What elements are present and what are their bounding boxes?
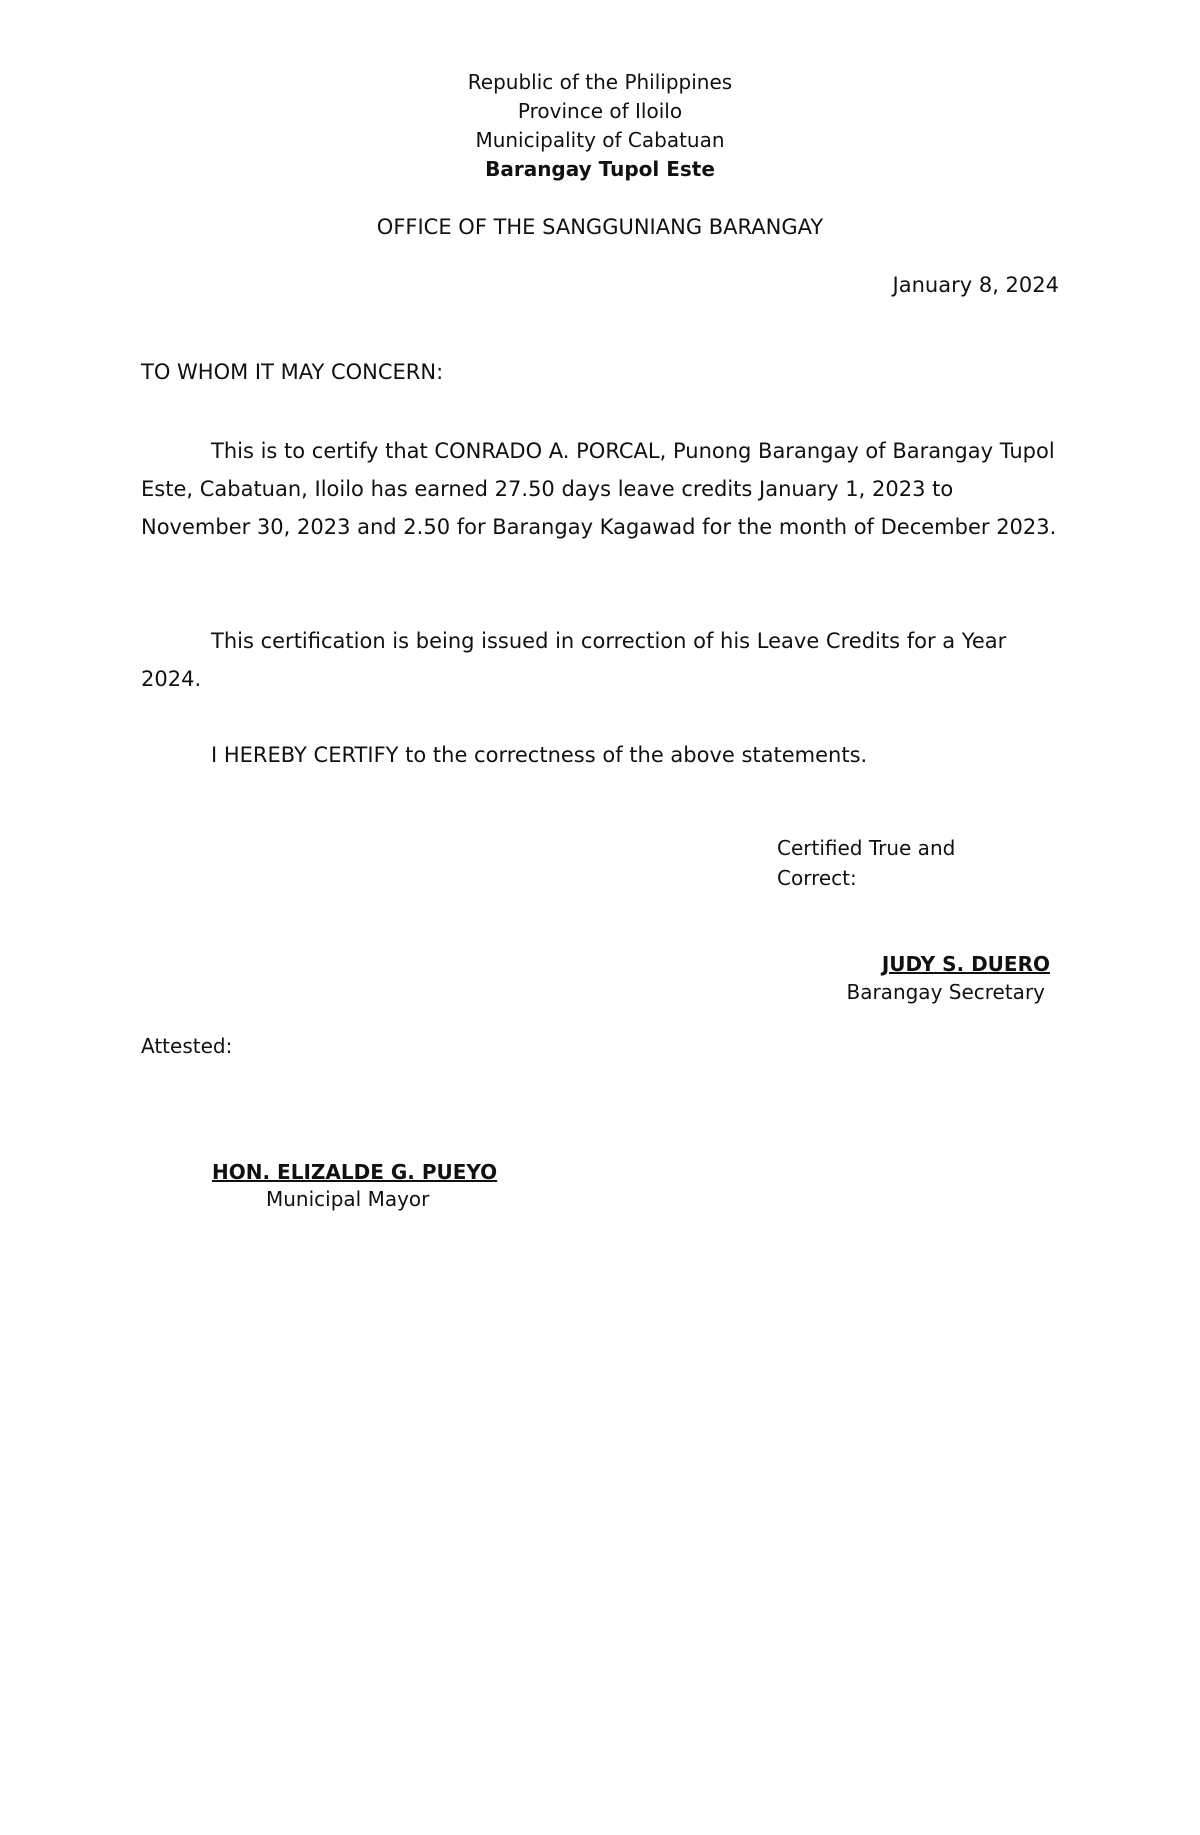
header-barangay: Barangay Tupol Este [485,157,715,181]
body-paragraph-3: I HEREBY CERTIFY to the correctness of the above statements. [211,743,868,767]
office-title: OFFICE OF THE SANGGUNIANG BARANGAY [376,215,824,239]
mayor-title: Municipal Mayor [266,1187,430,1211]
body-paragraph-1: This is to certify that CONRADO A. PORCAL, Punong Barangay of Barangay Tupol Este, Cabatuan, Iloilo has earned 27.50 days leave credits January 1, 2023 to November 30, 2023 and 2.50 for Barangay Kagawad for the month of December 2023. [141,439,1057,539]
secretary-name: JUDY S. DUERO [881,952,1050,976]
certified-line-1: Certified True and [777,836,956,860]
salutation: TO WHOM IT MAY CONCERN: [141,360,444,384]
header-municipality: Municipality of Cabatuan [475,128,725,152]
header-republic: Republic of the Philippines [467,70,733,94]
body-paragraph-2: This certification is being issued in correction of his Leave Credits for a Year 2024. [141,629,1007,691]
header-province: Province of Iloilo [517,99,683,123]
mayor-name: HON. ELIZALDE G. PUEYO [212,1160,498,1184]
attested-label: Attested: [141,1034,233,1058]
document-date: January 8, 2024 [892,273,1059,297]
secretary-title: Barangay Secretary [846,980,1045,1004]
certified-line-2: Correct: [777,866,857,890]
